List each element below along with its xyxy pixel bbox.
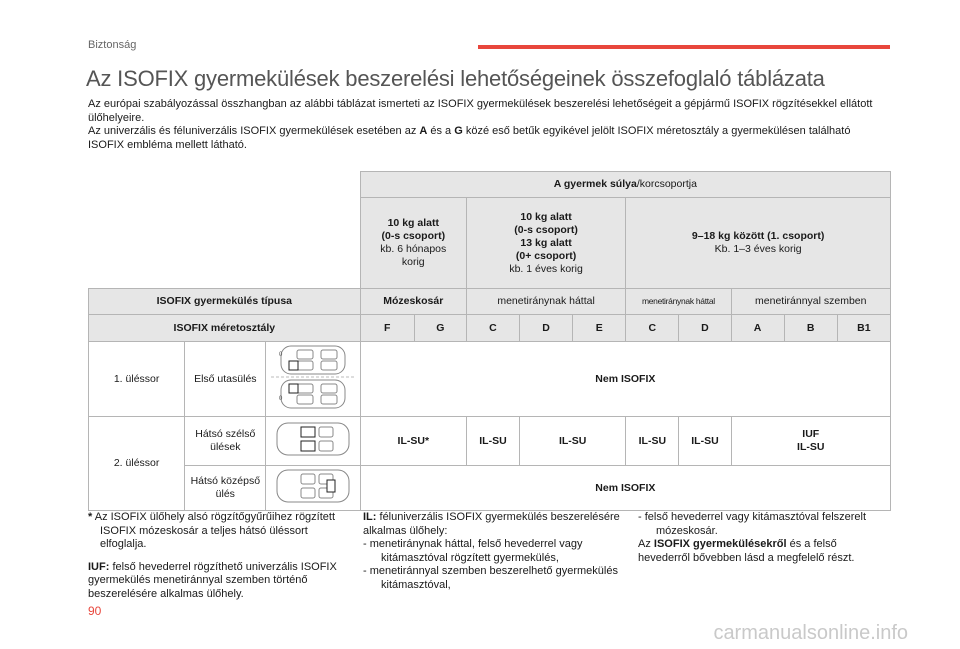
size-class: F [360, 315, 414, 342]
footnote-col-3 [638, 511, 888, 565]
size-class: A [731, 315, 784, 342]
intro-paragraph-2: Az univerzális és féluniverzális ISOFIX gyermekülések esetében az A és a G közé eső betűk egyikével jelölt ISOFIX méretosztály a gyermekülésen található ISOFIX embléma mellett látható. [88, 125, 851, 151]
weight-col-group0: 10 kg alatt (0-s csoport) kb. 6 hónapos korig [360, 198, 466, 289]
size-class: D [679, 315, 731, 342]
type-value: menetiránynak háttal [466, 289, 625, 315]
footnote-see-also: Az ISOFIX gyermekülésekről és a felső hevederről bővebben lásd a megfelelő részt. [638, 538, 855, 564]
footnote-star: * Az ISOFIX ülőhely alsó rögzítőgyűrűihez rögzített ISOFIX mózeskosár a teljes hátsó üléssort elfoglalja. [88, 511, 336, 550]
svg-text:0: 0 [279, 352, 283, 358]
seat-label: Hátsó szélső ülések [185, 417, 266, 466]
type-value: menetiránynak háttal [626, 289, 731, 315]
footnote-iuf: IUF: felső hevederrel rögzíthető univerzális ISOFIX gyermekülés menetiránnyal szemben történő beszerelésére alkalmas ülőhely. [88, 560, 337, 600]
page-title: Az ISOFIX gyermekülések beszerelési lehetőségeinek összefoglaló táblázata [86, 66, 825, 91]
row2-value: IL-SU [626, 417, 679, 466]
size-class: G [414, 315, 466, 342]
seat-label: Hátsó középső ülés [185, 466, 266, 511]
intro-text [88, 98, 888, 152]
row2-value: IL-SU [466, 417, 519, 466]
row-label: 1. üléssor [89, 342, 185, 417]
front-seat-diagram-icon [266, 342, 360, 417]
watermark: carmanualsonline.info [713, 622, 908, 644]
size-class: B1 [837, 315, 890, 342]
type-value: menetiránnyal szemben [731, 289, 890, 315]
footnote-il-item: - felső hevederrel vagy kitámasztóval felszerelt mózeskosár. [638, 511, 867, 537]
footnote-col-2 [363, 511, 623, 592]
footnote-il: IL: féluniverzális ISOFIX gyermekülés beszerelésére alkalmas ülőhely: [363, 511, 620, 537]
row2-value-last: IUF IL-SU [731, 417, 890, 466]
row2-value: IL-SU [520, 417, 626, 466]
type-value: Mózeskosár [360, 289, 466, 315]
size-class: E [573, 315, 626, 342]
seat-label: Első utasülés [185, 342, 266, 417]
accent-bar [478, 45, 890, 49]
type-label: ISOFIX gyermekülés típusa [89, 289, 361, 315]
row2-value: IL-SU* [360, 417, 466, 466]
weight-header: A gyermek súlya/korcsoportja [360, 172, 890, 198]
footnote-il-item: - menetiránnyal szemben beszerelhető gyermekülés kitámasztóval, [363, 565, 618, 591]
weight-col-group0plus: 10 kg alatt (0-s csoport) 13 kg alatt (0+ csoport) kb. 1 éves korig [466, 198, 625, 289]
row1-value: Nem ISOFIX [360, 342, 890, 417]
row2-value: IL-SU [679, 417, 731, 466]
row3-value: Nem ISOFIX [360, 466, 890, 511]
rear-center-seat-diagram-icon [266, 466, 360, 511]
isofix-table [88, 171, 891, 511]
size-class: C [466, 315, 519, 342]
footnote-col-1 [88, 511, 338, 601]
size-class: B [784, 315, 837, 342]
page-number: 90 [88, 604, 102, 618]
size-label: ISOFIX méretosztály [89, 315, 361, 342]
size-class: D [520, 315, 573, 342]
weight-col-group1: 9–18 kg között (1. csoport) Kb. 1–3 éves korig [626, 198, 891, 289]
svg-text:0: 0 [279, 396, 283, 402]
row-label: 2. üléssor [89, 417, 185, 511]
footnote-il-item: - menetiránynak háttal, felső hevederrel vagy kitámasztóval rögzített gyermekülés, [363, 538, 583, 564]
rear-outer-seats-diagram-icon [266, 417, 360, 466]
size-class: C [626, 315, 679, 342]
intro-paragraph-1: Az európai szabályozással összhangban az alábbi táblázat ismerteti az ISOFIX gyermekülések beszerelési lehetőségeit a gépjármű ISOFIX rögzítésekkel ellátott ülőhelyeire. [88, 98, 873, 124]
section-label: Biztonság [88, 39, 137, 51]
